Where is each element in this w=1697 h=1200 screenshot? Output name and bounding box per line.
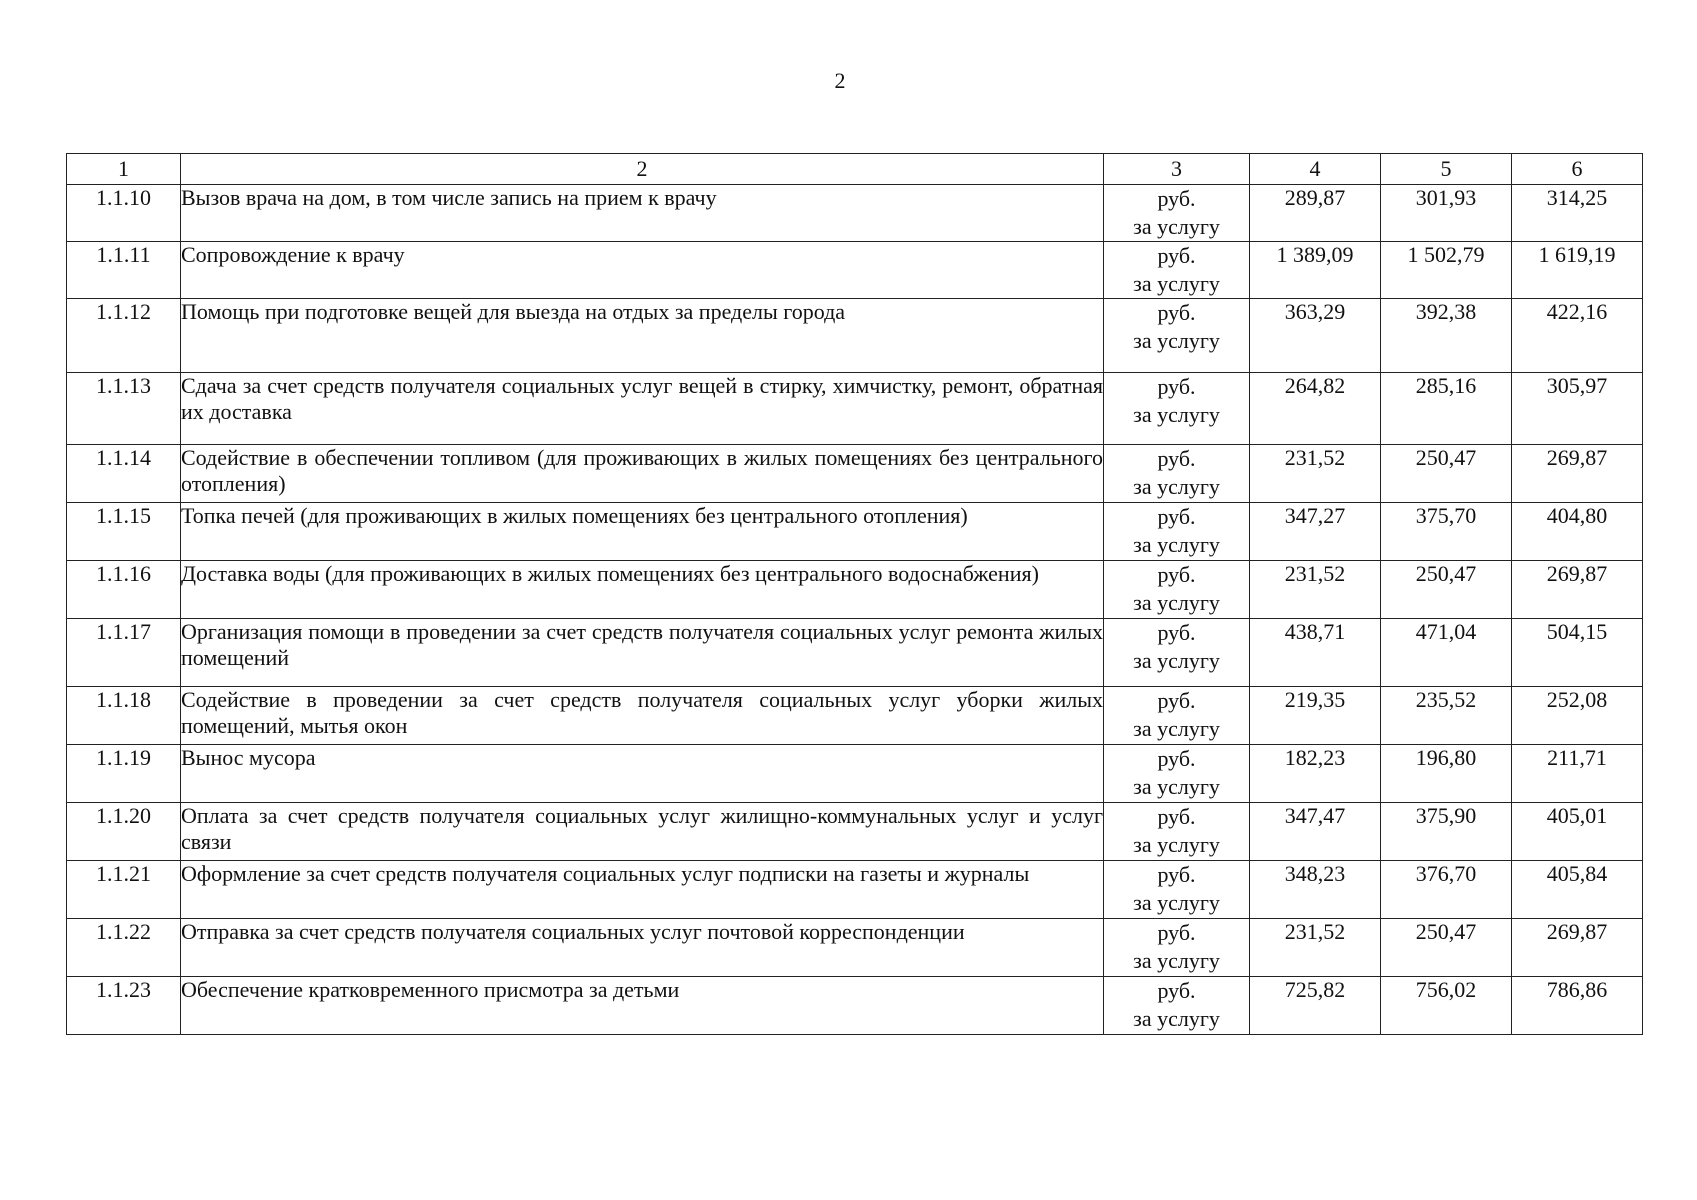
unit-per-service: за услугу xyxy=(1133,948,1220,973)
price-col-4: 438,71 xyxy=(1250,619,1381,687)
unit-cell xyxy=(1104,503,1250,561)
price-col-5: 250,47 xyxy=(1381,561,1512,619)
unit-currency: руб. xyxy=(1157,862,1196,887)
price-col-4: 231,52 xyxy=(1250,561,1381,619)
service-code: 1.1.23 xyxy=(67,977,181,1035)
price-col-5: 301,93 xyxy=(1381,185,1512,242)
unit-per-service: за услугу xyxy=(1133,1006,1220,1031)
unit-currency: руб. xyxy=(1157,920,1196,945)
tariff-table xyxy=(66,153,1643,1035)
table-body xyxy=(67,185,1643,1035)
price-col-5: 250,47 xyxy=(1381,445,1512,503)
table-row xyxy=(67,619,1643,687)
unit-per-service: за услугу xyxy=(1133,832,1220,857)
table-row xyxy=(67,745,1643,803)
table-row xyxy=(67,373,1643,445)
service-code: 1.1.22 xyxy=(67,919,181,977)
price-col-6: 305,97 xyxy=(1512,373,1643,445)
unit-per-service: за услугу xyxy=(1133,402,1220,427)
price-col-5: 375,70 xyxy=(1381,503,1512,561)
price-col-6: 422,16 xyxy=(1512,299,1643,373)
price-col-6: 786,86 xyxy=(1512,977,1643,1035)
service-code: 1.1.17 xyxy=(67,619,181,687)
service-name: Оплата за счет средств получателя социальных услуг жилищно-коммунальных услуг и услуг связи xyxy=(181,803,1104,861)
unit-cell xyxy=(1104,185,1250,242)
price-col-6: 504,15 xyxy=(1512,619,1643,687)
service-code: 1.1.10 xyxy=(67,185,181,242)
unit-per-service: за услугу xyxy=(1133,774,1220,799)
column-header: 4 xyxy=(1250,154,1381,185)
table-row xyxy=(67,503,1643,561)
price-col-4: 348,23 xyxy=(1250,861,1381,919)
unit-currency: руб. xyxy=(1157,446,1196,471)
price-col-6: 1 619,19 xyxy=(1512,242,1643,299)
unit-cell xyxy=(1104,803,1250,861)
unit-cell xyxy=(1104,687,1250,745)
table-row xyxy=(67,919,1643,977)
unit-per-service: за услугу xyxy=(1133,890,1220,915)
price-col-4: 363,29 xyxy=(1250,299,1381,373)
unit-currency: руб. xyxy=(1157,186,1196,211)
table-row xyxy=(67,299,1643,373)
column-header: 2 xyxy=(181,154,1104,185)
unit-per-service: за услугу xyxy=(1133,716,1220,741)
table-row xyxy=(67,977,1643,1035)
price-col-4: 231,52 xyxy=(1250,919,1381,977)
price-col-4: 289,87 xyxy=(1250,185,1381,242)
column-header: 6 xyxy=(1512,154,1643,185)
price-col-5: 756,02 xyxy=(1381,977,1512,1035)
table-row xyxy=(67,687,1643,745)
service-name: Доставка воды (для проживающих в жилых помещениях без центрального водоснабжения) xyxy=(181,561,1104,619)
price-col-5: 1 502,79 xyxy=(1381,242,1512,299)
unit-cell xyxy=(1104,373,1250,445)
unit-currency: руб. xyxy=(1157,300,1196,325)
price-col-4: 264,82 xyxy=(1250,373,1381,445)
unit-per-service: за услугу xyxy=(1133,214,1220,239)
price-col-5: 375,90 xyxy=(1381,803,1512,861)
price-col-6: 211,71 xyxy=(1512,745,1643,803)
service-name: Помощь при подготовке вещей для выезда на отдых за пределы города xyxy=(181,299,1104,373)
page-number: 2 xyxy=(834,68,846,93)
unit-cell xyxy=(1104,619,1250,687)
price-col-6: 404,80 xyxy=(1512,503,1643,561)
service-name: Содействие в проведении за счет средств получателя социальных услуг уборки жилых помещений, мытья окон xyxy=(181,687,1104,745)
table-row xyxy=(67,803,1643,861)
service-name: Обеспечение кратковременного присмотра за детьми xyxy=(181,977,1104,1035)
unit-per-service: за услугу xyxy=(1133,271,1220,296)
price-col-4: 219,35 xyxy=(1250,687,1381,745)
unit-cell xyxy=(1104,977,1250,1035)
unit-currency: руб. xyxy=(1157,804,1196,829)
price-col-6: 269,87 xyxy=(1512,445,1643,503)
price-col-4: 231,52 xyxy=(1250,445,1381,503)
service-name: Организация помощи в проведении за счет средств получателя социальных услуг ремонта жилых помещений xyxy=(181,619,1104,687)
table-row xyxy=(67,445,1643,503)
service-name: Вынос мусора xyxy=(181,745,1104,803)
unit-cell xyxy=(1104,242,1250,299)
column-header: 1 xyxy=(67,154,181,185)
unit-cell xyxy=(1104,861,1250,919)
unit-currency: руб. xyxy=(1157,562,1196,587)
unit-cell xyxy=(1104,919,1250,977)
table-row xyxy=(67,861,1643,919)
unit-per-service: за услугу xyxy=(1133,648,1220,673)
price-col-4: 347,27 xyxy=(1250,503,1381,561)
price-col-5: 250,47 xyxy=(1381,919,1512,977)
service-name: Топка печей (для проживающих в жилых помещениях без центрального отопления) xyxy=(181,503,1104,561)
service-name: Отправка за счет средств получателя социальных услуг почтовой корреспонденции xyxy=(181,919,1104,977)
service-code: 1.1.21 xyxy=(67,861,181,919)
price-col-6: 314,25 xyxy=(1512,185,1643,242)
unit-currency: руб. xyxy=(1157,746,1196,771)
price-col-6: 405,01 xyxy=(1512,803,1643,861)
column-header: 3 xyxy=(1104,154,1250,185)
price-col-4: 347,47 xyxy=(1250,803,1381,861)
table-row xyxy=(67,185,1643,242)
service-code: 1.1.12 xyxy=(67,299,181,373)
service-code: 1.1.20 xyxy=(67,803,181,861)
service-code: 1.1.14 xyxy=(67,445,181,503)
price-col-5: 235,52 xyxy=(1381,687,1512,745)
price-col-6: 405,84 xyxy=(1512,861,1643,919)
unit-cell xyxy=(1104,561,1250,619)
service-code: 1.1.11 xyxy=(67,242,181,299)
service-code: 1.1.19 xyxy=(67,745,181,803)
unit-per-service: за услугу xyxy=(1133,532,1220,557)
unit-currency: руб. xyxy=(1157,504,1196,529)
price-col-4: 725,82 xyxy=(1250,977,1381,1035)
table-row xyxy=(67,242,1643,299)
price-col-6: 269,87 xyxy=(1512,919,1643,977)
unit-cell xyxy=(1104,299,1250,373)
table-header-row xyxy=(67,154,1643,185)
service-name: Содействие в обеспечении топливом (для проживающих в жилых помещениях без центрального отопления) xyxy=(181,445,1104,503)
unit-currency: руб. xyxy=(1157,620,1196,645)
service-name: Оформление за счет средств получателя социальных услуг подписки на газеты и журналы xyxy=(181,861,1104,919)
service-code: 1.1.16 xyxy=(67,561,181,619)
table-row xyxy=(67,561,1643,619)
price-col-5: 285,16 xyxy=(1381,373,1512,445)
price-col-5: 196,80 xyxy=(1381,745,1512,803)
price-col-5: 471,04 xyxy=(1381,619,1512,687)
price-col-4: 182,23 xyxy=(1250,745,1381,803)
price-col-6: 269,87 xyxy=(1512,561,1643,619)
unit-per-service: за услугу xyxy=(1133,328,1220,353)
unit-per-service: за услугу xyxy=(1133,590,1220,615)
price-col-6: 252,08 xyxy=(1512,687,1643,745)
service-code: 1.1.15 xyxy=(67,503,181,561)
unit-per-service: за услугу xyxy=(1133,474,1220,499)
service-name: Сопровождение к врачу xyxy=(181,242,1104,299)
unit-cell xyxy=(1104,445,1250,503)
service-name: Сдача за счет средств получателя социальных услуг вещей в стирку, химчистку, ремонт, обратная их доставка xyxy=(181,373,1104,445)
unit-currency: руб. xyxy=(1157,978,1196,1003)
service-name: Вызов врача на дом, в том числе запись на прием к врачу xyxy=(181,185,1104,242)
price-col-4: 1 389,09 xyxy=(1250,242,1381,299)
service-code: 1.1.13 xyxy=(67,373,181,445)
column-header: 5 xyxy=(1381,154,1512,185)
price-col-5: 376,70 xyxy=(1381,861,1512,919)
unit-currency: руб. xyxy=(1157,243,1196,268)
service-code: 1.1.18 xyxy=(67,687,181,745)
unit-currency: руб. xyxy=(1157,688,1196,713)
unit-cell xyxy=(1104,745,1250,803)
price-col-5: 392,38 xyxy=(1381,299,1512,373)
unit-currency: руб. xyxy=(1157,374,1196,399)
